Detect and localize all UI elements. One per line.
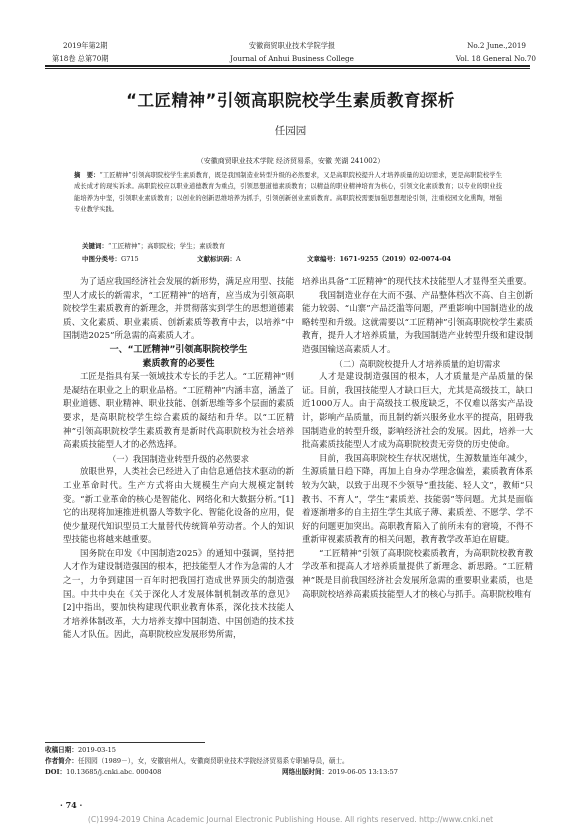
abstract-label: 摘 要： (74, 172, 100, 179)
author-bio-label: 作者简介： (45, 757, 78, 765)
copyright-notice: (C)1994-2019 China Academic Journal Electronic Publishing House. All rights reserved. http://www.cnki.net (87, 815, 494, 824)
article-no-value: 1671-9255（2019）02-0074-04 (339, 255, 452, 263)
body-paragraph: 为了适应我国经济社会发展的新形势，满足应用型、技能型人才成长的新需求，“工匠精神”的培育，应当成为引领高职院校学生素质教育的新理念，并贯彻落实到学生的思想道德素质、文化素质、职业素质、创新素质等教育中去，以培养“中国制造2025”所急需的高素质人才。 (63, 277, 294, 342)
article-number (307, 254, 451, 263)
body-column-left (63, 276, 294, 643)
volume-cn: 第18卷 总第70期 (52, 54, 109, 63)
clc-value: G715 (121, 255, 139, 263)
author-affiliation: （安徽商贸职业技术学院 经济贸易系，安徽 芜湖 241002） (196, 157, 385, 165)
body-paragraph: 放眼世界，人类社会已经进入了由信息通信技术驱动的新工业革命时代。生产方式将由大规模生产向大规模定制转变。“新工业革命的核心是智能化、网络化和大数据分析。”[1]它的出现将加速推进机器人等数字化、智能化设备的应用，促使少量现代知识型员工大量替代传统简单劳动者。个人的知识型技能也将越来越重要。 (63, 467, 294, 546)
abstract-text: “工匠精神”引领高职院校学生素质教育，既是我国制造业转型升级的必然要求，又是高职院校提升人才培养质量的迫切需求，更是高职院校学生成长成才的现实诉求。高职院校应以职业道德教育为重点，引领思想道德素质教育；以精益的职业精神培育为核心，引领文化素质教育；以专业的职业技能培养为中坚，引领职业素质教育；以创业的创新思维培养为抓手，引领创新创业素质教育。高职院校需要加强思想理论引领，注重校园文化熏陶，增强专业教学实践。 (74, 172, 502, 213)
journal-name-cn: 安徽商贸职业技术学院学报 (248, 41, 336, 50)
publish-time-label: 网络出版时间： (282, 768, 329, 776)
body-paragraph: 工匠是指具有某一领域技术专长的手艺人。“工匠精神”则是凝结在职业之上的职业品格。“工匠精神”内涵丰富，涵盖了职业道德、职业精神、职业技能、创新思维等多个层面的素质要求，是高职院校学生综合素质的凝结和升华。以“工匠精神”引领高职院校学生素质教育是新时代高职院校为社会培养高素质技能型人才的必然选择。 (63, 372, 294, 451)
section-heading-line2: 素质教育的必要性 (142, 358, 215, 369)
keywords-text: “工匠精神”；高职院校；学生；素质教育 (108, 242, 226, 250)
doc-code-label: 文献标识码： (197, 255, 236, 263)
journal-name-en: Journal of Anhui Business College (230, 54, 354, 63)
header-rule-thin (45, 68, 530, 69)
publish-time-value: 2019-06-05 13:13:57 (328, 768, 398, 776)
online-publish-time (282, 767, 398, 777)
article-title: “工匠精神”引领高职院校学生素质教育探析 (126, 91, 455, 110)
footnote-rule (45, 742, 205, 743)
clc-label: 中图分类号： (82, 255, 121, 263)
issue-cn: 2019年第2期 (63, 41, 108, 50)
clc-number (82, 254, 139, 263)
doi-line (45, 767, 161, 777)
body-paragraph: 培养出具备“工匠精神”的现代技术技能型人才显得至关重要。 (302, 277, 532, 287)
body-column-right (302, 276, 533, 602)
body-paragraph: “工匠精神”引领了高职院校素质教育，为高职院校教育教学改革和提高人才培养质量提供了新理念、新思路。“工匠精神”既是目前我国经济社会发展所急需的重要职业素质，也是高职院校培养高素质技能型人才的核心与抓手。高职院校唯有 (302, 548, 533, 600)
body-paragraph: 国务院在印发《中国制造2025》的通知中强调，坚持把人才作为建设制造强国的根本，把技能型人才作为急需的人才之一，力争到建国一百年时把我国打造成世界顶尖的制造强国。中共中央在《关于深化人才发展体制机制改革的意见》[2]中指出，要加快构建现代职业教育体系，深化技术技能人才培养体制改革，大力培养支撑中国制造、中国创造的技术技能人才队伍。因此，高职院校应发展形势所需， (63, 548, 294, 641)
author-bio-text: 任园园（1989－），女，安徽宿州人，安徽商贸职业技术学院经济贸易系专职辅导员，硕士。 (77, 757, 349, 765)
keywords (82, 241, 502, 252)
issue-en: No.2 June.,2019 (467, 41, 526, 50)
author-bio (45, 756, 349, 766)
received-label: 收稿日期： (45, 746, 78, 754)
doc-code-value: A (236, 255, 241, 263)
body-paragraph: 人才是建设制造强国的根本，人才质量是产品质量的保证。目前，我国技能型人才缺口巨大，尤其是高级技工，缺口近1000万人。由于高级技工极度缺乏，不仅难以落实产品设计，影响产品质量，而且制约新兴服务业水平的提高，阻碍我国制造业的转型升级，影响经济社会的发展。因此，培养一大批高素质技能型人才成为高职院校责无旁贷的历史使命。 (302, 372, 533, 451)
article-no-label: 文章编号： (307, 255, 340, 263)
subsection-heading-1: （一）我国制造业转型升级的必然要求 (107, 453, 250, 464)
volume-en: Vol. 18 General No.70 (455, 54, 536, 63)
document-code (197, 254, 241, 263)
body-paragraph: 我国制造业存在大而不强、产品整体档次不高、自主创新能力较弱、“山寨”产品泛滥等问题，严重影响中国制造业的战略转型和升级。这就需要以“工匠精神”引领高职院校学生素质教育，提升人才培养质量，为我国制造产业转型升级和建设制造强国输送高素质人才。 (302, 290, 533, 355)
section-heading-line1: 一、“工匠精神”引领高职院校学生 (109, 344, 248, 355)
received-date (45, 745, 116, 755)
doi-value: 10.13685/j.cnki.abc. 000408 (66, 768, 162, 776)
received-value: 2019-03-15 (77, 746, 116, 754)
body-paragraph: 目前，我国高职院校生存状况堪忧，生源数量连年减少，生源质量日趋下降，再加上自身办学理念偏差，素质教育体系较为欠缺，以致于出现不少领导“重技能、轻人文”，教师“只教书、不育人”，学生“素质差、技能弱”等问题。尤其是面临着逐渐增多的自主招生学生其底子薄、素质差、不愿学、学不好的问题更加突出。高职教育陷入了前所未有的窘境，不得不重新审视素质教育的相关问题，教育教学改革迫在眉睫。 (302, 453, 533, 546)
subsection-heading-2: （二）高职院校提升人才培养质量的迫切需求 (334, 358, 501, 369)
doi-label: DOI： (45, 768, 67, 776)
keywords-label: 关键词： (82, 242, 108, 250)
author-name: 任园园 (274, 125, 307, 137)
section-heading-1 (63, 344, 294, 371)
abstract (74, 170, 502, 215)
page-number: · 74 · (60, 800, 83, 810)
header-rule (45, 65, 530, 67)
